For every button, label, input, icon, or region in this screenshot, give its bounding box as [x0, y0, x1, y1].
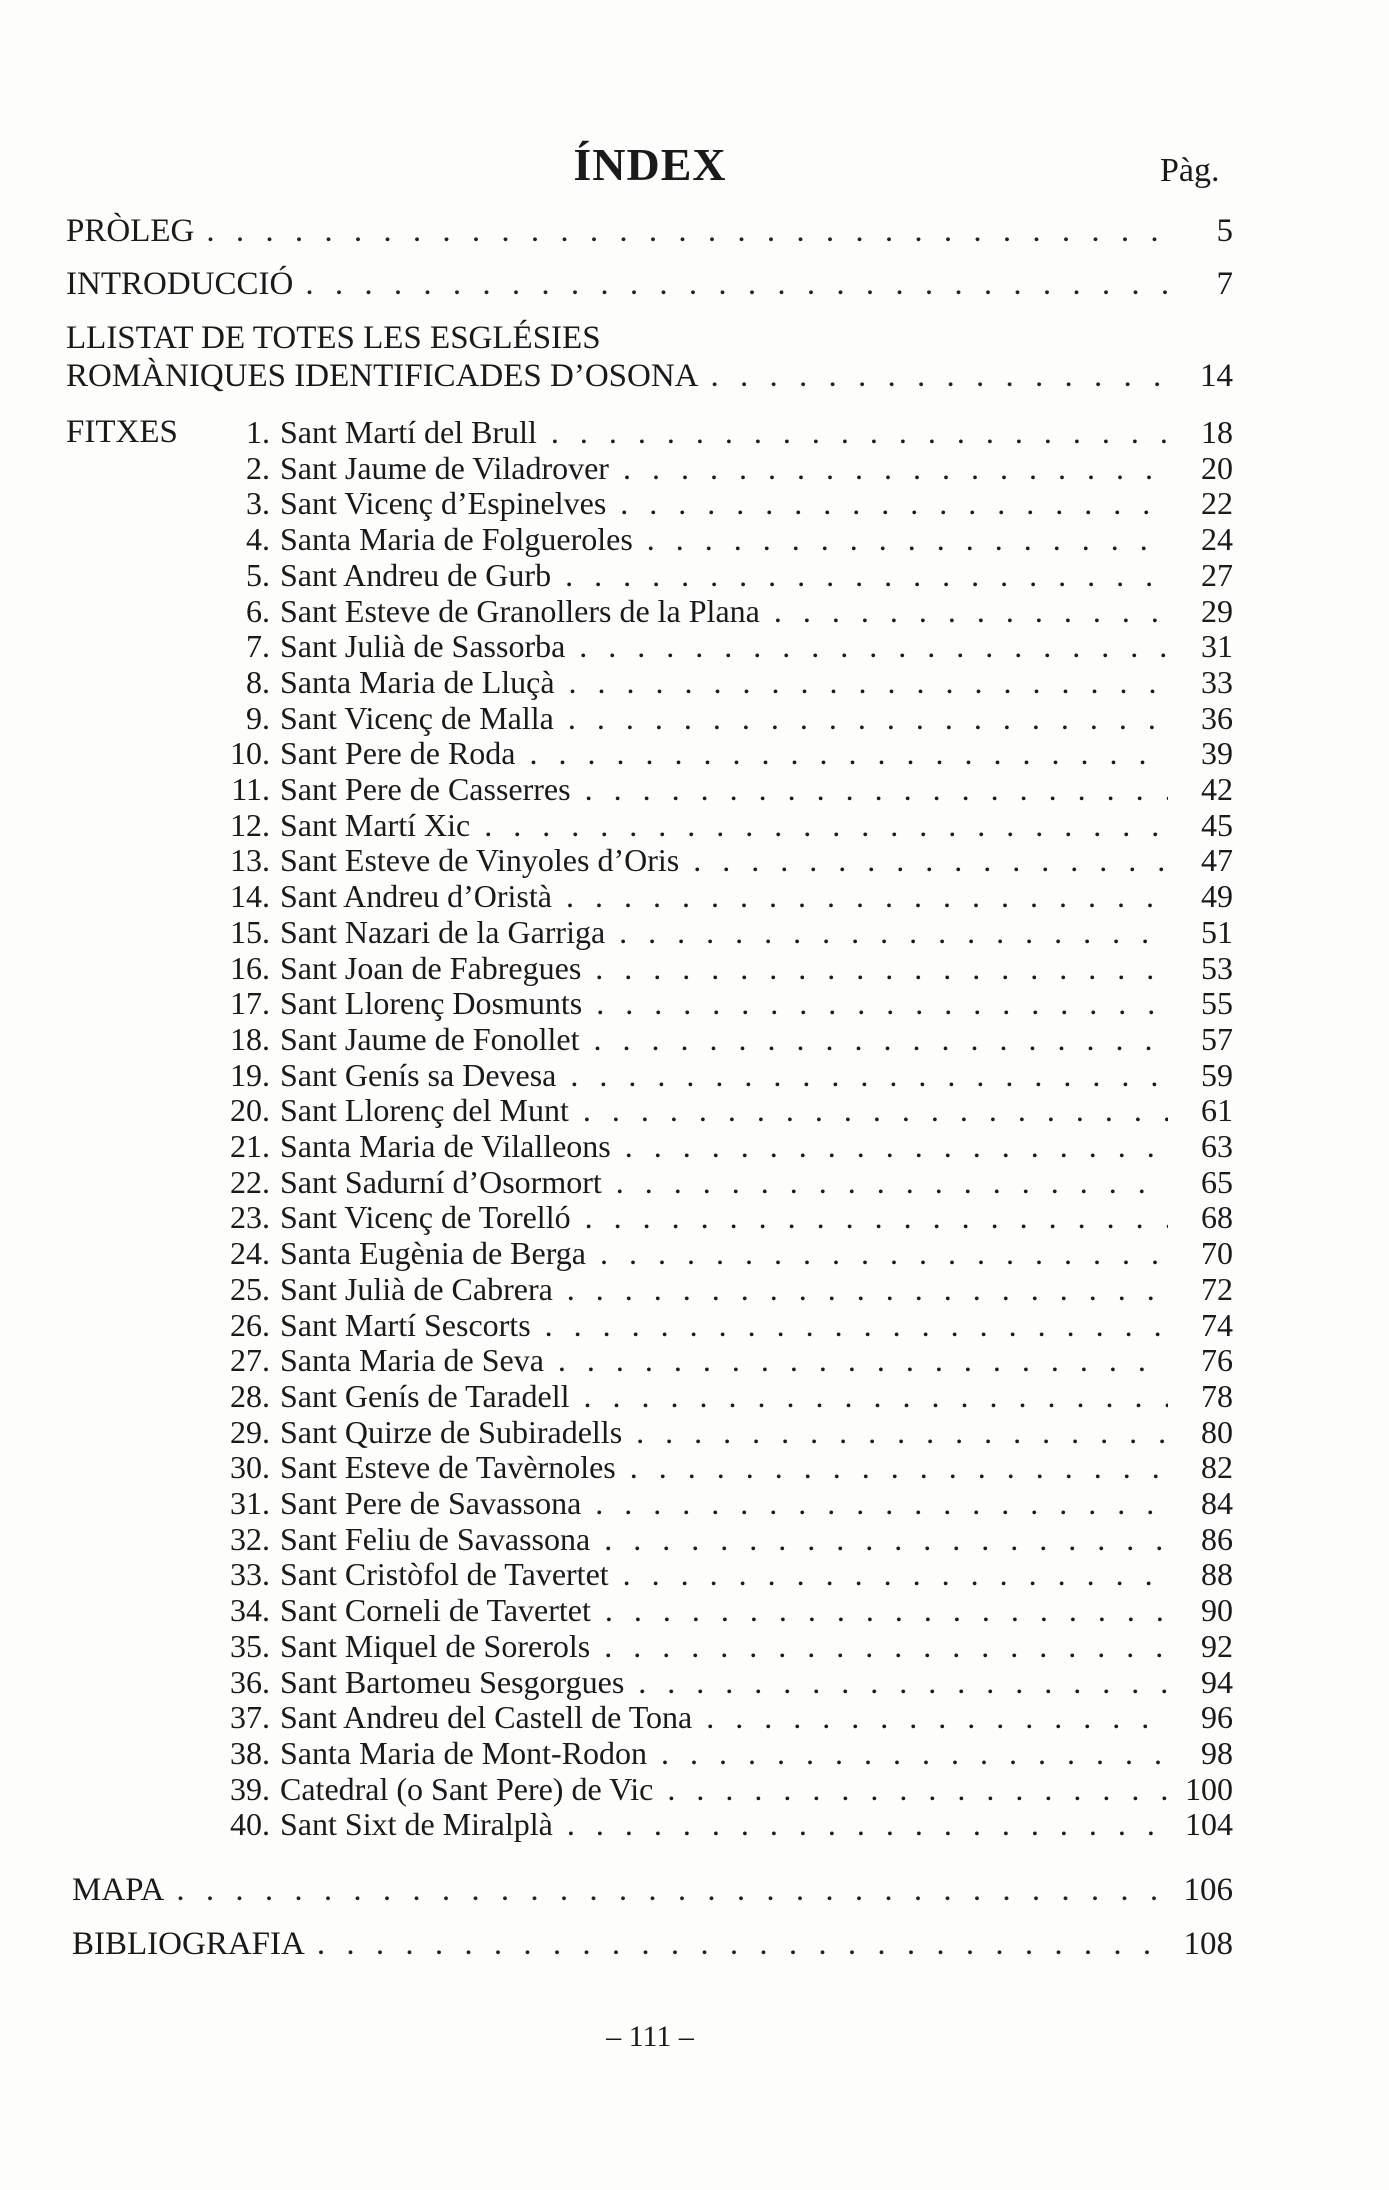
dot-leader [579, 628, 1168, 664]
fitxa-page: 80 [1201, 1413, 1233, 1450]
fitxa-entry [200, 950, 1233, 986]
dot-leader [567, 1806, 1168, 1842]
dot-leader [545, 1307, 1168, 1343]
fitxa-name: Sant Pere de Savassona [280, 1485, 582, 1521]
fitxa-entry [200, 1735, 1233, 1771]
fitxa-number: 3. [246, 485, 270, 522]
fitxa-entry [200, 1556, 1233, 1592]
page-column-label: Pàg. [1160, 152, 1220, 189]
fitxa-name: Sant Sadurní d’Osormort [280, 1163, 602, 1200]
fitxa-page: 53 [1201, 949, 1233, 986]
fitxa-page: 51 [1201, 913, 1233, 950]
fitxa-page: 84 [1201, 1485, 1233, 1521]
fitxa-name: Sant Bartomeu Sesgorgues [280, 1663, 625, 1700]
fitxa-entry [200, 1342, 1233, 1378]
fitxa-page: 47 [1201, 842, 1233, 879]
fitxa-name: Sant Sixt de Miralplà [280, 1806, 553, 1843]
fitxa-page: 72 [1201, 1270, 1233, 1307]
fitxa-entry [200, 807, 1233, 843]
fitxa-number: 2. [246, 449, 270, 486]
fitxa-entry [200, 1235, 1233, 1271]
fitxa-name: Sant Martí Xic [280, 806, 471, 843]
fitxa-page: 57 [1201, 1020, 1233, 1057]
dot-leader [595, 1485, 1168, 1521]
dot-leader [636, 1414, 1168, 1450]
dot-leader [706, 1699, 1168, 1735]
toc-entry-label: BIBLIOGRAFIA [72, 1926, 305, 1962]
fitxa-page: 65 [1201, 1163, 1233, 1200]
fitxa-entry [200, 1199, 1233, 1235]
fitxa-page: 70 [1201, 1235, 1233, 1272]
fitxa-page: 68 [1201, 1199, 1233, 1236]
fitxa-number: 21. [230, 1128, 270, 1164]
fitxa-name: Sant Feliu de Savassona [280, 1520, 591, 1557]
fitxa-entry [200, 414, 1233, 450]
fitxa-page: 18 [1201, 414, 1233, 450]
fitxa-number: 10. [230, 735, 270, 772]
fitxa-page: 74 [1201, 1306, 1233, 1343]
fitxa-entry [200, 557, 1233, 593]
fitxa-entry [200, 878, 1233, 914]
toc-entry-llistat [66, 358, 1233, 394]
fitxa-entry [200, 735, 1233, 771]
fitxa-number: 40. [230, 1806, 270, 1843]
fitxa-name: Santa Eugènia de Berga [280, 1235, 586, 1272]
fitxa-number: 28. [230, 1377, 270, 1414]
fitxa-entry [200, 628, 1233, 664]
dot-leader [774, 593, 1168, 629]
dot-leader [596, 985, 1168, 1021]
fitxa-page: 27 [1201, 556, 1233, 593]
fitxa-number: 11. [231, 771, 270, 807]
fitxa-page: 98 [1201, 1734, 1233, 1771]
dot-leader [569, 664, 1168, 700]
fitxa-entry [200, 1521, 1233, 1557]
fitxa-number: 23. [230, 1199, 270, 1236]
fitxa-page: 22 [1201, 485, 1233, 522]
fitxa-number: 33. [230, 1556, 270, 1593]
dot-leader [647, 521, 1168, 557]
fitxa-entry [200, 700, 1233, 736]
fitxa-page: 90 [1201, 1592, 1233, 1629]
dot-leader [565, 557, 1168, 593]
toc-entry-mapa [72, 1872, 1233, 1908]
toc-entry-page: 5 [1216, 213, 1233, 249]
fitxa-page: 45 [1201, 806, 1233, 843]
fitxa-page: 55 [1201, 985, 1233, 1022]
fitxa-entry [200, 593, 1233, 629]
fitxa-name: Sant Martí del Brull [280, 414, 537, 450]
fitxa-name: Santa Maria de Vilalleons [280, 1128, 611, 1164]
dot-leader [551, 414, 1168, 450]
fitxa-entry [200, 1414, 1233, 1450]
dot-leader [623, 450, 1168, 486]
fitxa-entry [200, 1485, 1233, 1521]
fitxa-name: Santa Maria de Folgueroles [280, 521, 633, 558]
dot-leader [584, 1378, 1168, 1414]
dot-leader [566, 878, 1168, 914]
fitxa-page: 42 [1201, 771, 1233, 807]
fitxa-page: 92 [1201, 1627, 1233, 1664]
fitxa-name: Sant Vicenç d’Espinelves [280, 485, 607, 522]
toc-entry-page: 7 [1216, 266, 1233, 302]
fitxa-number: 13. [230, 842, 270, 879]
dot-leader [623, 1556, 1168, 1592]
fitxa-page: 24 [1201, 521, 1233, 558]
dot-leader [176, 1872, 1173, 1908]
fitxa-page: 39 [1201, 735, 1233, 772]
toc-entry-llistat-line1: LLISTAT DE TOTES LES ESGLÉSIES [66, 320, 601, 356]
page-title: ÍNDEX [573, 139, 727, 190]
fitxa-entry [200, 1092, 1233, 1128]
fitxa-name: Santa Maria de Seva [280, 1342, 544, 1379]
toc-entry-page: 108 [1183, 1926, 1233, 1962]
toc-entry-page: 106 [1183, 1872, 1233, 1908]
dot-leader [630, 1449, 1168, 1485]
fitxa-entry [200, 914, 1233, 950]
fitxa-entry [200, 1021, 1233, 1057]
fitxa-number: 24. [230, 1235, 270, 1272]
fitxa-entry [200, 1378, 1233, 1414]
fitxa-name: Sant Miquel de Sorerols [280, 1627, 591, 1664]
fitxa-entry [200, 1128, 1233, 1164]
dot-leader [568, 700, 1168, 736]
fitxa-name: Sant Andreu d’Oristà [280, 878, 552, 915]
fitxa-name: Sant Martí Sescorts [280, 1306, 531, 1343]
fitxes-label: FITXES [66, 414, 178, 450]
toc-entry-label: INTRODUCCIÓ [66, 266, 294, 302]
toc-entry-introduccio [66, 266, 1233, 302]
fitxa-name: Sant Genís de Taradell [280, 1377, 570, 1414]
fitxa-entry [200, 1664, 1233, 1700]
fitxa-name: Sant Pere de Casserres [280, 771, 571, 807]
fitxa-page: 100 [1185, 1770, 1233, 1807]
fitxa-entry [200, 1628, 1233, 1664]
fitxa-name: Santa Maria de Lluçà [280, 663, 555, 700]
fitxa-page: 82 [1201, 1449, 1233, 1486]
fitxa-entry [200, 1271, 1233, 1307]
fitxa-name: Sant Jaume de Viladrover [280, 449, 609, 486]
dot-leader [567, 1271, 1168, 1307]
fitxa-page: 104 [1185, 1806, 1233, 1843]
fitxa-name: Sant Esteve de Vinyoles d’Oris [280, 842, 680, 879]
fitxa-page: 20 [1201, 449, 1233, 486]
fitxa-number: 25. [230, 1270, 270, 1307]
dot-leader [206, 213, 1173, 249]
fitxa-name: Sant Cristòfol de Tavertet [280, 1556, 609, 1593]
fitxa-number: 31. [230, 1485, 270, 1521]
fitxa-number: 37. [230, 1699, 270, 1736]
fitxa-number: 14. [230, 878, 270, 915]
fitxa-number: 15. [230, 913, 270, 950]
fitxa-number: 1. [246, 414, 270, 450]
fitxa-page: 63 [1201, 1128, 1233, 1164]
fitxa-page: 96 [1201, 1699, 1233, 1736]
fitxa-page: 59 [1201, 1056, 1233, 1093]
fitxa-name: Sant Pere de Roda [280, 735, 516, 772]
fitxa-number: 8. [246, 663, 270, 700]
fitxa-entry [200, 485, 1233, 521]
dot-leader [585, 771, 1168, 807]
fitxa-number: 34. [230, 1592, 270, 1629]
fitxa-number: 22. [230, 1163, 270, 1200]
fitxa-page: 88 [1201, 1556, 1233, 1593]
fitxa-entry [200, 1806, 1233, 1842]
dot-leader [619, 914, 1168, 950]
toc-entry-label: ROMÀNIQUES IDENTIFICADES D’OSONA [66, 358, 699, 394]
fitxa-name: Sant Llorenç del Munt [280, 1092, 569, 1129]
fitxa-page: 78 [1201, 1377, 1233, 1414]
fitxa-entry [200, 450, 1233, 486]
fitxa-name: Sant Jaume de Fonollet [280, 1020, 580, 1057]
fitxa-page: 61 [1201, 1092, 1233, 1129]
dot-leader [693, 842, 1168, 878]
fitxa-page: 94 [1201, 1663, 1233, 1700]
fitxa-number: 12. [230, 806, 270, 843]
fitxa-entry [200, 1771, 1233, 1807]
dot-leader [595, 950, 1168, 986]
fitxa-page: 76 [1201, 1342, 1233, 1379]
fitxa-entry [200, 1699, 1233, 1735]
fitxa-name: Sant Nazari de la Garriga [280, 913, 606, 950]
dot-leader [661, 1735, 1168, 1771]
fitxa-name: Sant Esteve de Granollers de la Plana [280, 592, 760, 629]
fitxa-number: 35. [230, 1627, 270, 1664]
fitxa-name: Santa Maria de Mont-Rodon [280, 1734, 648, 1771]
fitxa-number: 32. [230, 1520, 270, 1557]
dot-leader [305, 266, 1173, 302]
fitxa-page: 36 [1201, 699, 1233, 736]
dot-leader [317, 1926, 1173, 1962]
fitxa-name: Catedral (o Sant Pere) de Vic [280, 1770, 654, 1807]
fitxa-number: 36. [230, 1663, 270, 1700]
fitxa-entry [200, 1592, 1233, 1628]
dot-leader [594, 1021, 1168, 1057]
fitxa-entry [200, 985, 1233, 1021]
fitxa-number: 39. [230, 1770, 270, 1807]
dot-leader [604, 1521, 1168, 1557]
dot-leader [620, 485, 1168, 521]
fitxa-page: 33 [1201, 663, 1233, 700]
fitxa-entry [200, 1449, 1233, 1485]
dot-leader [625, 1128, 1168, 1164]
fitxa-name: Sant Andreu del Castell de Tona [280, 1699, 693, 1736]
fitxa-number: 9. [246, 699, 270, 736]
dot-leader [616, 1164, 1168, 1200]
dot-leader [583, 1092, 1168, 1128]
fitxa-page: 29 [1201, 592, 1233, 629]
fitxa-name: Sant Llorenç Dosmunts [280, 985, 583, 1022]
fitxa-name: Sant Genís sa Devesa [280, 1056, 557, 1093]
dot-leader [530, 735, 1169, 771]
fitxa-page: 49 [1201, 878, 1233, 915]
dot-leader [600, 1235, 1168, 1271]
fitxa-name: Sant Esteve de Tavèrnoles [280, 1449, 616, 1486]
fitxa-page: 31 [1201, 628, 1233, 665]
fitxa-name: Sant Julià de Sassorba [280, 628, 566, 665]
fitxa-number: 6. [246, 592, 270, 629]
fitxa-name: Sant Quirze de Subiradells [280, 1413, 623, 1450]
fitxa-number: 26. [230, 1306, 270, 1343]
fitxa-number: 18. [230, 1020, 270, 1057]
fitxa-name: Sant Vicenç de Torelló [280, 1199, 571, 1236]
dot-leader [570, 1057, 1168, 1093]
fitxa-number: 38. [230, 1734, 270, 1771]
fitxa-entry [200, 521, 1233, 557]
fitxa-number: 29. [230, 1413, 270, 1450]
toc-entry-bibliografia [72, 1926, 1233, 1962]
dot-leader [585, 1199, 1168, 1235]
fitxa-entry [200, 1307, 1233, 1343]
fitxa-name: Sant Julià de Cabrera [280, 1270, 553, 1307]
dot-leader [484, 807, 1168, 843]
fitxa-entry [200, 771, 1233, 807]
fitxa-entry [200, 1164, 1233, 1200]
fitxa-number: 17. [230, 985, 270, 1022]
dot-leader [605, 1592, 1168, 1628]
fitxa-number: 16. [230, 949, 270, 986]
fitxa-number: 7. [246, 628, 270, 665]
fitxa-name: Sant Vicenç de Malla [280, 699, 554, 736]
fitxa-number: 19. [230, 1056, 270, 1093]
fitxa-number: 30. [230, 1449, 270, 1486]
fitxa-name: Sant Joan de Fabregues [280, 949, 582, 986]
fitxa-entry [200, 1057, 1233, 1093]
toc-entry-label: PRÒLEG [66, 213, 195, 249]
fitxa-entry [200, 842, 1233, 878]
fitxa-name: Sant Andreu de Gurb [280, 556, 552, 593]
dot-leader [604, 1628, 1168, 1664]
fitxa-entry [200, 664, 1233, 700]
toc-entry-label: MAPA [72, 1872, 165, 1908]
fitxa-number: 4. [246, 521, 270, 558]
toc-entry-proleg [66, 213, 1233, 249]
dot-leader [667, 1771, 1168, 1807]
fitxa-page: 86 [1201, 1520, 1233, 1557]
fitxa-number: 20. [230, 1092, 270, 1129]
page-number-footer: – 111 – [606, 2020, 694, 2053]
fitxa-number: 5. [246, 556, 270, 593]
fitxa-number: 27. [230, 1342, 270, 1379]
dot-leader [638, 1664, 1168, 1700]
dot-leader [558, 1342, 1168, 1378]
dot-leader [711, 358, 1174, 394]
fitxa-name: Sant Corneli de Tavertet [280, 1592, 591, 1629]
toc-entry-page: 14 [1200, 358, 1233, 394]
